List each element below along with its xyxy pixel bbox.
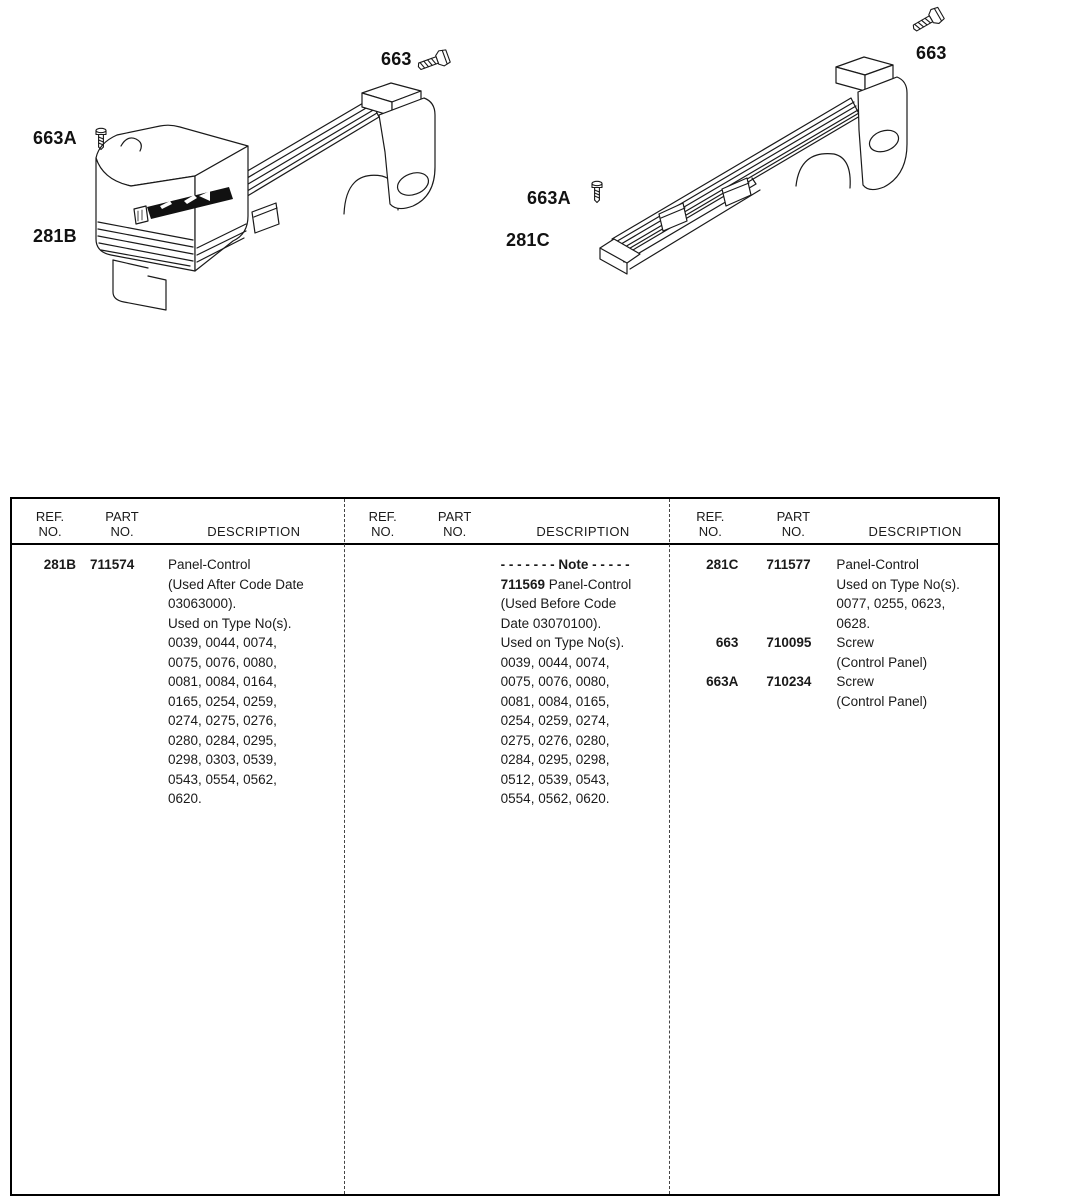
description-line: Panel-Control — [168, 557, 251, 572]
description-line: 0543, 0554, 0562, — [168, 771, 277, 787]
header-ref-no: REF. NO. — [696, 509, 725, 539]
description-line: 0620. — [168, 791, 202, 806]
description-line: 0280, 0284, 0295, — [168, 732, 277, 748]
inline-part-no: 711569 — [500, 576, 549, 592]
description — [836, 672, 992, 711]
description-line: Used on Type No(s). — [500, 635, 625, 650]
parts-entry — [682, 633, 992, 672]
description-line: (Control Panel) — [836, 693, 928, 709]
description-line: 0165, 0254, 0259, — [168, 693, 277, 709]
description-line: Date 03070100). — [500, 615, 602, 631]
bolt-screw-icon — [416, 48, 451, 74]
description-line: 0275, 0276, 0280, — [500, 732, 610, 748]
description-line: Used on Type No(s). — [836, 576, 960, 592]
column-header — [670, 499, 998, 543]
part-no: 711577 — [766, 557, 811, 572]
description-line: (Used After Code Date — [168, 576, 304, 592]
callout-663a-left: 663A — [33, 128, 77, 148]
description-line: 03063000). — [168, 596, 237, 611]
description-line: 0512, 0539, 0543, — [500, 771, 610, 787]
parts-entries — [345, 543, 670, 809]
left-panel-assembly — [96, 83, 435, 310]
description-line: 0077, 0255, 0623, — [836, 596, 946, 611]
parts-entry — [682, 672, 992, 711]
description-line: 0628. — [836, 615, 871, 631]
description — [168, 555, 338, 809]
parts-column-3 — [669, 499, 998, 1194]
description-line: 0039, 0044, 0074, — [168, 635, 277, 650]
bolt-screw-icon — [910, 6, 945, 36]
description-line: 711569 Panel-Control — [500, 576, 632, 592]
callout-281c: 281C — [506, 230, 550, 250]
header-description: DESCRIPTION — [207, 523, 301, 539]
description-line: (Control Panel) — [836, 654, 928, 670]
header-description: DESCRIPTION — [868, 523, 962, 539]
description-line: Panel-Control — [836, 557, 919, 572]
callout-663a-right: 663A — [527, 188, 571, 208]
description-line: Screw — [836, 674, 874, 689]
description-line: 0298, 0303, 0539, — [168, 752, 277, 767]
description-line: 0254, 0259, 0274, — [500, 713, 610, 728]
description-line: (Used Before Code — [500, 596, 617, 611]
description-line: Screw — [836, 635, 874, 650]
description — [501, 575, 664, 809]
column-header — [12, 499, 344, 543]
ref-no: 663 — [715, 635, 739, 650]
note-line: - - - - - - - Note - - - - - — [500, 557, 630, 572]
header-part-no: PART NO. — [776, 509, 811, 539]
callout-663-left: 663 — [381, 49, 412, 69]
parts-entry — [357, 575, 664, 809]
description-line: 0081, 0084, 0164, — [168, 674, 277, 689]
right-panel-assembly — [600, 57, 907, 274]
description-line: Used on Type No(s). — [168, 615, 292, 631]
parts-entry — [357, 555, 664, 575]
description-line: 0284, 0295, 0298, — [500, 752, 610, 767]
description-line: 0081, 0084, 0165, — [500, 693, 610, 709]
callout-663-right: 663 — [916, 43, 947, 63]
parts-column-2 — [344, 499, 670, 1194]
part-no: 711574 — [90, 557, 135, 572]
description-line: 0274, 0275, 0276, — [168, 713, 277, 728]
part-no: 710234 — [766, 674, 812, 689]
callout-281b: 281B — [33, 226, 77, 246]
ref-no: 663A — [706, 674, 739, 689]
description — [836, 555, 992, 633]
description — [836, 633, 992, 672]
parts-entries — [12, 543, 344, 809]
description-line: 0039, 0044, 0074, — [500, 654, 610, 670]
column-header — [345, 499, 670, 543]
panel-screw-icon — [592, 181, 602, 202]
header-part-no: PART NO. — [437, 509, 472, 539]
description-line: 0075, 0076, 0080, — [168, 654, 277, 670]
ref-no: 281B — [43, 557, 76, 572]
description-line: 0554, 0562, 0620. — [500, 791, 610, 806]
description — [501, 555, 664, 575]
header-ref-no: REF. NO. — [35, 509, 65, 539]
parts-entry — [682, 555, 992, 633]
header-part-no: PART NO. — [105, 509, 139, 539]
parts-column-1 — [12, 499, 344, 1194]
part-no: 710095 — [766, 635, 812, 650]
parts-table — [10, 497, 1000, 1196]
parts-entries — [670, 543, 998, 711]
header-ref-no: REF. NO. — [368, 509, 397, 539]
parts-entry — [24, 555, 338, 809]
header-description: DESCRIPTION — [536, 523, 630, 539]
ref-no: 281C — [706, 557, 739, 572]
description-line: 0075, 0076, 0080, — [500, 674, 610, 689]
